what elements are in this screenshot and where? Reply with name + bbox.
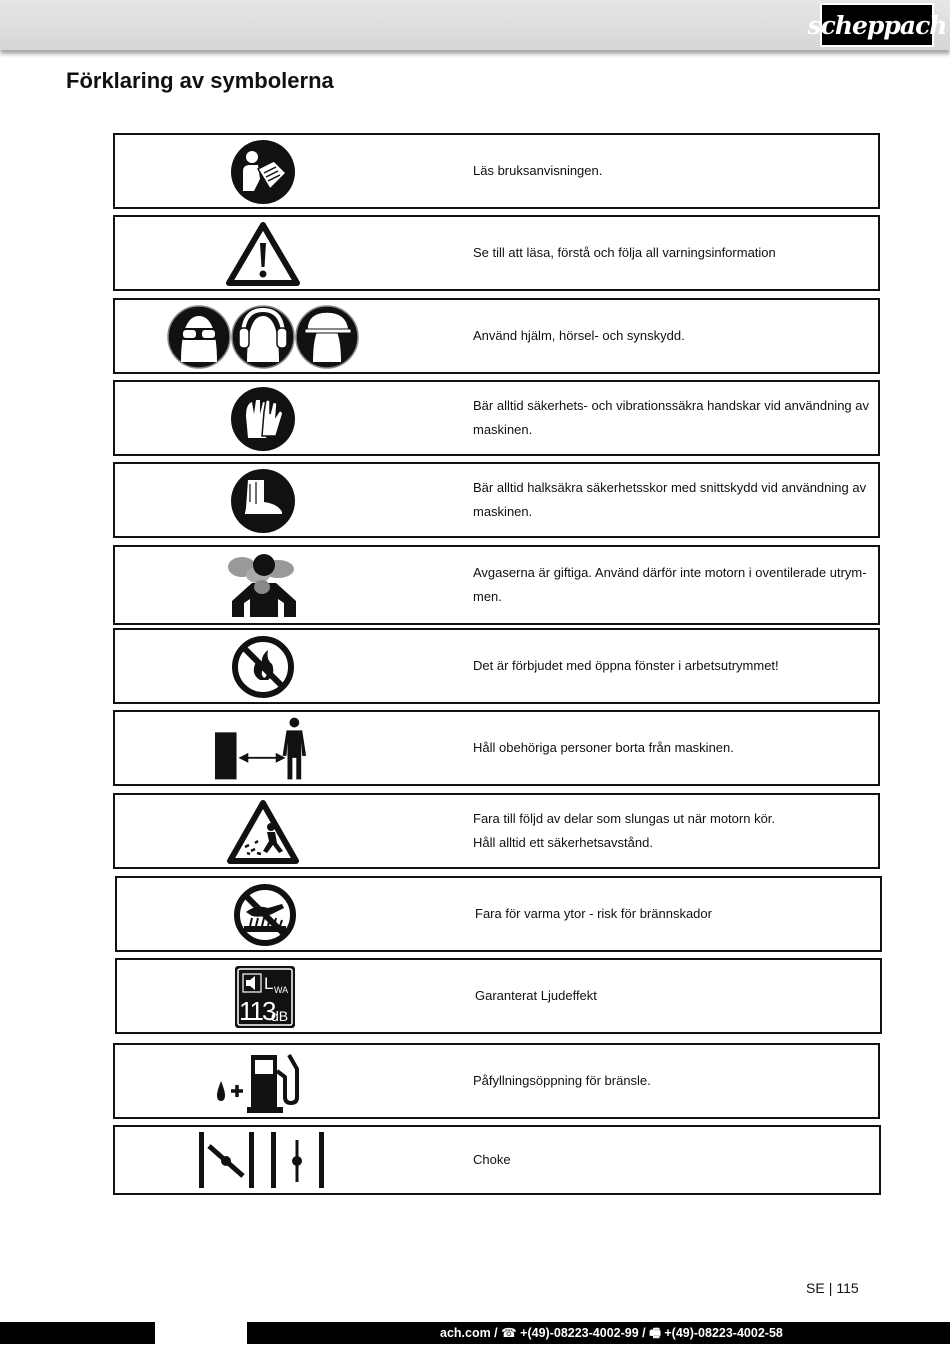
flying-debris-icon [215,799,311,865]
symbol-row [113,462,880,538]
row-text-line: Använd hjälm, hörsel- och synskydd. [473,328,685,343]
sound-level-unit: dB [271,1008,289,1024]
page-num-value: 115 [836,1280,859,1296]
page-separator: | [828,1280,833,1296]
sound-label-l: L [264,974,274,993]
choke-icon [199,1130,325,1190]
sound-level-value: 113 [239,996,275,1026]
header-bar [0,0,950,50]
row-text-line: Fara till följd av delar som slungas ut när motorn kör. [473,811,776,826]
symbol-row [113,793,880,869]
row-text-line: Läs bruksanvisningen. [473,163,603,178]
toxic-fumes-icon [215,551,311,621]
symbol-row [113,298,880,374]
row-text-line: Håll alltid ett säkerhetsavstånd. [473,835,653,850]
footer-contact: ach.com / ☎ +(49)-08223-4002-99 / 🖷 +(49)-08223-4002-58 [440,1326,783,1340]
symbol-row [113,1043,880,1119]
row-text-line: Fara för varma ytor - risk för brännskador [475,906,712,921]
scheppach-logo [807,3,947,47]
eye-ear-head-protection-icon [165,304,361,370]
sound-label-wa: WA [274,985,289,995]
row-text-line: Garanterat Ljudeffekt [475,988,597,1003]
footer-gap [155,1322,247,1344]
hot-surface-icon [217,882,313,948]
symbol-row [115,876,882,952]
row-text-line: Påfyllningsöppning för bränsle. [473,1073,651,1088]
symbol-row [113,710,880,786]
row-text-line: Se till att läsa, förstå och följa all varningsinformation [473,245,776,260]
fuel-filler-icon [215,1049,311,1115]
row-text-line: Håll obehöriga personer borta från maskinen. [473,740,734,755]
page-number [806,1280,859,1296]
sound-power-icon [217,964,313,1030]
symbol-row [113,380,880,456]
symbol-row [113,133,880,209]
symbol-row [115,958,882,1034]
symbol-row [113,628,880,704]
safety-boots-icon [215,468,311,534]
row-text-line: men. [473,589,502,604]
row-text-line: Choke [473,1152,511,1167]
row-text-line: Bär alltid säkerhets- och vibrationssäkra handskar vid användning av [473,398,869,413]
gloves-icon [215,386,311,452]
page-lang: SE [806,1280,825,1296]
page-title: Förklaring av symbolerna [66,68,334,93]
no-open-flame-icon [215,634,311,700]
warning-triangle-icon [215,221,311,287]
footer-bar [0,1322,950,1344]
row-text-line: Avgaserna är giftiga. Använd därför inte motorn i oventilerade utrym- [473,565,867,580]
row-text-line: Bär alltid halksäkra säkerhetsskor med snittskydd vid användning av [473,480,867,495]
row-text-line: maskinen. [473,504,533,519]
logo-text: scheppach [807,10,947,40]
row-text-line: maskinen. [473,422,533,437]
symbol-row [113,1125,881,1195]
row-text-line: Det är förbjudet med öppna fönster i arbetsutrymmet! [473,658,779,673]
symbol-row [113,215,880,291]
read-manual-icon [215,139,311,205]
keep-distance-icon [215,716,311,782]
symbol-row [113,545,880,625]
